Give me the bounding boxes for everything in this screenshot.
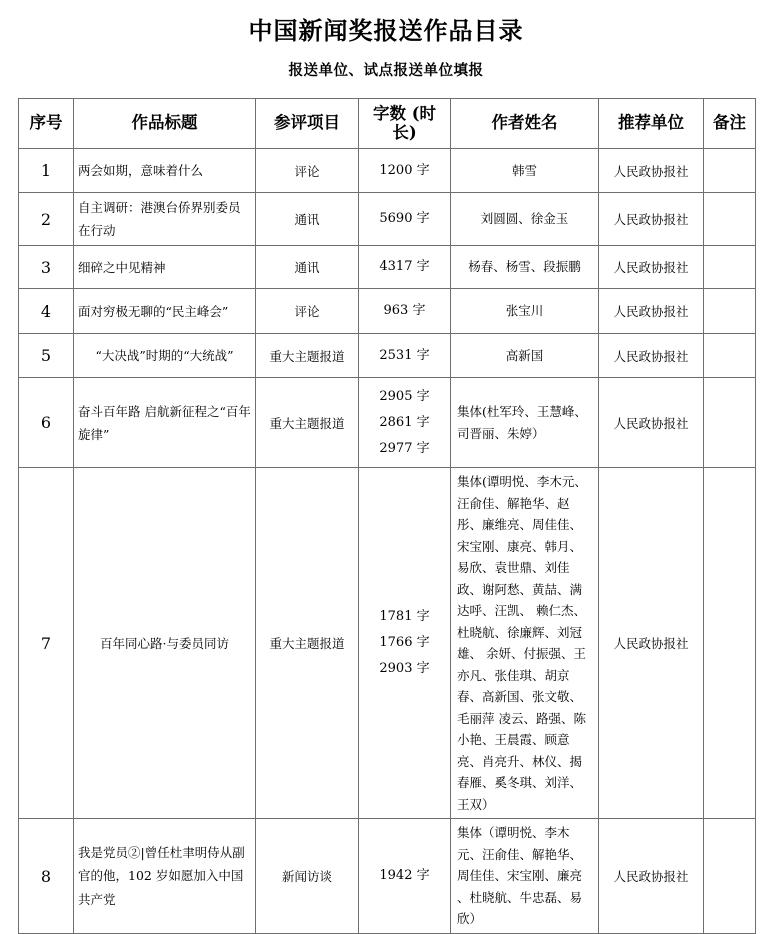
table-row bbox=[19, 246, 756, 289]
cell-no: 6 bbox=[19, 378, 74, 468]
header-words bbox=[359, 99, 451, 149]
cell-item: 通讯 bbox=[256, 246, 359, 289]
cell-item: 新闻访谈 bbox=[256, 819, 359, 934]
cell-words: 5690 字 bbox=[359, 193, 451, 246]
cell-no: 1 bbox=[19, 149, 74, 193]
cell-no: 5 bbox=[19, 334, 74, 378]
header-words-line1: 字数 bbox=[372, 103, 406, 123]
cell-words: 963 字 bbox=[359, 289, 451, 334]
word-count-line: 1766 字 bbox=[379, 635, 430, 651]
header-no: 序号 bbox=[19, 99, 74, 149]
cell-item: 重大主题报道 bbox=[256, 334, 359, 378]
cell-title: 两会如期，意味着什么 bbox=[74, 149, 256, 193]
table-row bbox=[19, 334, 756, 378]
header-item: 参评项目 bbox=[256, 99, 359, 149]
page-subtitle: 报送单位、试点报送单位填报 bbox=[288, 61, 484, 79]
cell-unit: 人民政协报社 bbox=[599, 289, 704, 334]
cell-no: 4 bbox=[19, 289, 74, 334]
cell-item: 重大主题报道 bbox=[256, 468, 359, 819]
cell-words: 4317 字 bbox=[359, 246, 451, 289]
header-words-line2: (时长) bbox=[392, 103, 437, 142]
cell-author: 集体(杜军玲、王慧峰、司晋丽、朱婷） bbox=[451, 378, 599, 468]
page-title: 中国新闻奖报送作品目录 bbox=[248, 16, 524, 45]
cell-title: 面对穷极无聊的“民主峰会” bbox=[74, 289, 256, 334]
header-author: 作者姓名 bbox=[451, 99, 599, 149]
cell-title: 我是党员②|曾任杜聿明侍从副官的他，102 岁如愿加入中国共产党 bbox=[74, 819, 256, 934]
table-row bbox=[19, 289, 756, 334]
cell-author: 高新国 bbox=[451, 334, 599, 378]
cell-item: 通讯 bbox=[256, 193, 359, 246]
cell-author: 刘圆圆、徐金玉 bbox=[451, 193, 599, 246]
cell-note bbox=[704, 193, 756, 246]
cell-note bbox=[704, 468, 756, 819]
cell-title: 奋斗百年路 启航新征程之“百年旋律” bbox=[74, 378, 256, 468]
cell-title: 自主调研：港澳台侨界别委员在行动 bbox=[74, 193, 256, 246]
cell-unit: 人民政协报社 bbox=[599, 378, 704, 468]
word-count-line: 2903 字 bbox=[379, 661, 430, 677]
cell-title: “大决战”时期的“大统战” bbox=[74, 334, 256, 378]
cell-words: 1942 字 bbox=[359, 819, 451, 934]
cell-words bbox=[359, 378, 451, 468]
cell-note bbox=[704, 149, 756, 193]
cell-no: 2 bbox=[19, 193, 74, 246]
header-title: 作品标题 bbox=[74, 99, 256, 149]
cell-item: 重大主题报道 bbox=[256, 378, 359, 468]
cell-words: 2531 字 bbox=[359, 334, 451, 378]
word-count-line: 1781 字 bbox=[379, 609, 430, 625]
table-row bbox=[19, 149, 756, 193]
cell-note bbox=[704, 289, 756, 334]
table-row bbox=[19, 468, 756, 819]
cell-note bbox=[704, 378, 756, 468]
cell-author: 集体(谭明悦、李木元、汪俞佳、解艳华、赵彤、廉维亮、周佳佳、宋宝刚、康亮、韩月、易欣、袁世鼎、刘佳政、谢阿愁、黄喆、满达呼、汪凯、 赖仁杰、杜晓航、徐廉辉、刘冠雄、 余妍、付振强、王亦凡、张佳琪、胡京春、高新国、张文敬、毛丽萍 凌云、路强、陈小艳、王晨霞、顾意亮、肖亮升、林仪、揭春雁、奚冬琪、刘洋、王双） bbox=[451, 468, 599, 819]
cell-no: 7 bbox=[19, 468, 74, 819]
word-count-line: 2905 字 bbox=[379, 388, 430, 404]
cell-author: 张宝川 bbox=[451, 289, 599, 334]
cell-no: 3 bbox=[19, 246, 74, 289]
word-count-line: 2977 字 bbox=[379, 440, 430, 456]
table-row bbox=[19, 193, 756, 246]
cell-no: 8 bbox=[19, 819, 74, 934]
word-count-line: 2861 字 bbox=[379, 414, 430, 430]
cell-words bbox=[359, 468, 451, 819]
cell-author: 杨春、杨雪、段振鹏 bbox=[451, 246, 599, 289]
header-unit: 推荐单位 bbox=[599, 99, 704, 149]
cell-unit: 人民政协报社 bbox=[599, 193, 704, 246]
cell-unit: 人民政协报社 bbox=[599, 468, 704, 819]
catalog-table-wrapper bbox=[18, 98, 755, 934]
table-row bbox=[19, 819, 756, 934]
cell-unit: 人民政协报社 bbox=[599, 819, 704, 934]
cell-title: 百年同心路·与委员同访 bbox=[74, 468, 256, 819]
table-header-row bbox=[19, 99, 756, 149]
cell-item: 评论 bbox=[256, 289, 359, 334]
cell-note bbox=[704, 246, 756, 289]
cell-unit: 人民政协报社 bbox=[599, 149, 704, 193]
cell-unit: 人民政协报社 bbox=[599, 246, 704, 289]
cell-words: 1200 字 bbox=[359, 149, 451, 193]
cell-note bbox=[704, 334, 756, 378]
table-row bbox=[19, 378, 756, 468]
cell-note bbox=[704, 819, 756, 934]
header-note: 备注 bbox=[704, 99, 756, 149]
catalog-table bbox=[18, 98, 756, 934]
cell-author: 集体（谭明悦、李木元、汪俞佳、解艳华、周佳佳、宋宝刚、廉亮 、杜晓航、牛忠磊、易欣） bbox=[451, 819, 599, 934]
cell-author: 韩雪 bbox=[451, 149, 599, 193]
cell-title: 细碎之中见精神 bbox=[74, 246, 256, 289]
cell-unit: 人民政协报社 bbox=[599, 334, 704, 378]
cell-item: 评论 bbox=[256, 149, 359, 193]
